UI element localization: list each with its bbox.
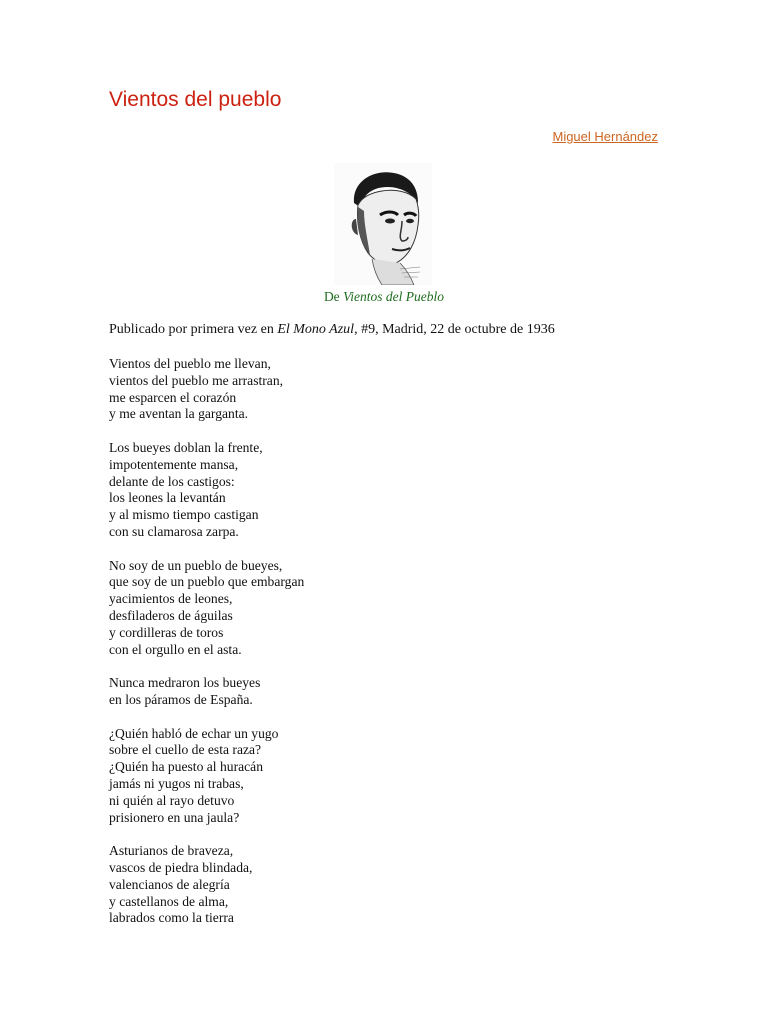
poem-line: valencianos de alegría xyxy=(109,876,230,892)
stanza xyxy=(109,440,304,541)
poem-title: Vientos del pueblo xyxy=(109,88,282,111)
publication-journal: El Mono Azul xyxy=(277,322,355,337)
caption-prefix: De xyxy=(323,289,344,304)
poem-line: y al mismo tiempo castigan xyxy=(109,507,259,523)
poem-line: con su clamarosa zarpa. xyxy=(109,523,239,539)
stanza xyxy=(109,843,304,927)
poem-line: desfiladeros de águilas xyxy=(109,607,233,623)
poem-line: Los bueyes doblan la frente, xyxy=(109,439,263,455)
poem-line: sobre el cuello de esta raza? xyxy=(109,742,262,758)
poem-line: me esparcen el corazón xyxy=(109,389,237,405)
portrait-sketch-icon xyxy=(334,163,432,285)
publication-suffix: , #9, Madrid, 22 de octubre de 1936 xyxy=(354,322,555,337)
image-caption xyxy=(0,288,768,306)
poem-line: que soy de un pueblo que embargan xyxy=(109,574,305,590)
poem-line: ni quién al rayo detuvo xyxy=(109,792,235,808)
publication-note xyxy=(109,321,555,339)
poem-line: jamás ni yugos ni trabas, xyxy=(109,775,244,791)
poem-line: en los páramos de España. xyxy=(109,691,253,707)
poem-line: delante de los castigos: xyxy=(109,473,235,489)
poem-line: y castellanos de alma, xyxy=(109,893,229,909)
author-portrait-image xyxy=(334,163,432,285)
poem-line: los leones la levantán xyxy=(109,490,226,506)
caption-work-title: Vientos del Pueblo xyxy=(343,289,445,304)
poem-body xyxy=(109,356,304,944)
poem-line: Nunca medraron los bueyes xyxy=(109,675,261,691)
poem-line: yacimientos de leones, xyxy=(109,591,233,607)
poem-line: Vientos del pueblo me llevan, xyxy=(109,356,271,371)
author-link[interactable]: Miguel Hernández xyxy=(552,129,658,144)
poem-line: Asturianos de braveza, xyxy=(109,843,234,859)
poem-line: vascos de piedra blindada, xyxy=(109,859,253,875)
poem-line: impotentemente mansa, xyxy=(109,456,239,472)
poem-line: y cordilleras de toros xyxy=(109,624,224,640)
poem-line: y me aventan la garganta. xyxy=(109,406,249,422)
poem-line: ¿Quién ha puesto al huracán xyxy=(109,759,263,775)
poem-line: con el orgullo en el asta. xyxy=(109,641,242,657)
publication-prefix: Publicado por primera vez en xyxy=(109,322,278,337)
stanza xyxy=(109,726,304,827)
stanza xyxy=(109,356,304,423)
stanza xyxy=(109,675,304,709)
poem-line: vientos del pueblo me arrastran, xyxy=(109,372,284,388)
poem-line: prisionero en una jaula? xyxy=(109,809,240,825)
poem-line: labrados como la tierra xyxy=(109,910,234,926)
poem-line: ¿Quién habló de echar un yugo xyxy=(109,725,279,741)
poem-line: No soy de un pueblo de bueyes, xyxy=(109,557,283,573)
stanza xyxy=(109,558,304,659)
